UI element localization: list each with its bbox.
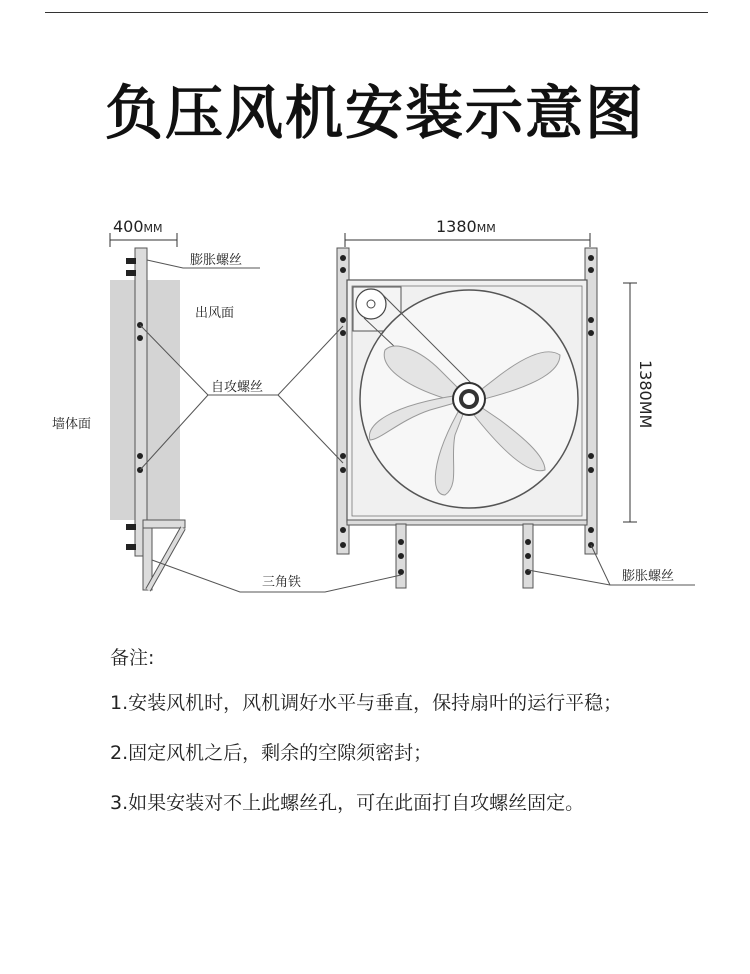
expansion-bolt-top-label: 膨胀螺丝 [190,253,243,268]
page-title: 负压风机安装示意图 [104,79,645,147]
self-tapping-screw-label: 自攻螺丝 [211,380,264,395]
leg-bolts [398,539,531,575]
notes-section [110,643,730,840]
wall-face-label: 墙体面 [52,417,92,432]
dim-400-group [110,217,177,247]
note-item-3: 3.如果安装对不上此螺丝孔，可在此面打自攻螺丝固定。 [110,792,585,814]
dim-1380-top-label: 1380MM [436,217,496,236]
expansion-bolt-bottom-label: 膨胀螺丝 [622,569,675,584]
dim-400-label: 400MM [113,217,163,236]
outlet-face-label: 出风面 [195,306,235,321]
triangle-bracket [143,520,185,590]
angle-iron-label: 三角铁 [262,575,302,590]
frame-bottom-rail [347,520,587,525]
motor-pulley-hub [367,300,375,308]
fan-hub-center [463,393,475,405]
note-item-2: 2.固定风机之后，剩余的空隙须密封； [110,742,433,764]
dim-1380-right-label: 1380MM [636,360,655,429]
dim-1380-right-group [623,283,655,522]
notes-heading: 备注: [110,647,155,669]
dim-1380-top-group [345,217,590,247]
side-post [135,248,147,556]
note-item-1: 1.安装风机时，风机调好水平与垂直，保持扇叶的运行平稳； [110,692,623,714]
